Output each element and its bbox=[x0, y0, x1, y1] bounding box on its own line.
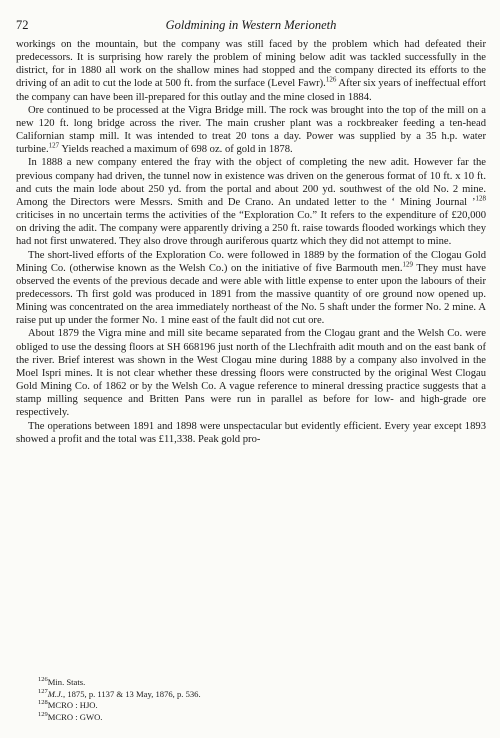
footnote-text-rest: , 1875, p. 1137 & 13 May, 1876, p. 536. bbox=[63, 688, 201, 699]
body-text bbox=[16, 38, 486, 446]
footnote bbox=[38, 677, 201, 689]
paragraph bbox=[16, 38, 486, 104]
page-number: 72 bbox=[16, 18, 29, 32]
paragraph-text: They must have observed the events of the previous decade and were able with little expense to enter upon the labours of their predecessors. Th first gold was produced in 1891 from the massive quantity of ore ground now opened up. Mining was concentrated on the area immediately northeast of the No. 5 shaft under the former No. 2 mine. A raise put up under the former No. 1 mine east of the fault did not cut ore. bbox=[16, 262, 486, 327]
paragraph-text: criticises in no uncertain terms the activities of the “Exploration Co.” It refers to the expenditure of £20,000 on driving the adit. The company were apparently driving a 250 ft. raise towards flooded workings which they had not first unwatered. They also drove through auriferous quartz which they did not attempt to mine. bbox=[16, 210, 486, 248]
footnote-ref: 127 bbox=[48, 141, 60, 150]
footnote-number: 129 bbox=[38, 710, 48, 718]
footnote-number: 127 bbox=[38, 687, 48, 695]
paragraph bbox=[16, 327, 486, 419]
paragraph-text: Yields reached a maximum of 698 oz. of gold in 1878. bbox=[59, 144, 293, 156]
paragraph-text: After six years of ineffectual effort the company can have been ill-prepared for this outlay and the mine closed in 1884. bbox=[16, 78, 486, 103]
paragraph bbox=[16, 104, 486, 157]
footnote-text: MCRO : HJO. bbox=[47, 700, 98, 711]
paragraph bbox=[16, 156, 486, 248]
footnote-text: MCRO : GWO. bbox=[47, 711, 103, 722]
footnote bbox=[38, 700, 201, 712]
paragraph-text: The operations between 1891 and 1898 were unspectacular but evidently efficient. Every year except 1893 showed a profit and the total was £11,338. Peak gold pro- bbox=[16, 420, 486, 445]
footnote bbox=[38, 689, 201, 701]
footnote-ref: 129 bbox=[402, 260, 413, 269]
paragraph bbox=[16, 420, 486, 446]
paragraph-text: The short-lived efforts of the Exploration Co. were followed in 1889 by the formation of the Clogau Gold Mining Co. (otherwise known as the Welsh Co.) on the initiative of five Barmouth men. bbox=[16, 249, 486, 274]
footnote-ref: 126 bbox=[325, 75, 337, 84]
footnote bbox=[38, 712, 201, 724]
footnotes bbox=[38, 677, 201, 723]
paragraph-text: workings on the mountain, but the company was still faced by the problem which had defeated their predecessors. It is surprising how rarely the problem of mining below adit was tackled successfully in the district, for in 1880 all work on the shallow mines had stopped and the company directed its efforts to the driving of an adit to cut the lode at 500 ft. from the surface (Level Fawr). bbox=[16, 39, 486, 90]
footnote-text: M.J. bbox=[47, 688, 64, 699]
paragraph-text: Ore continued to be processed at the Vigra Bridge mill. The rock was brought into the top of the mill on a new 120 ft. long bridge across the river. The main crusher plant was a rockbreaker feeding a ten-head Californian stamp mill. It was intended to treat 20 tons a day. Power was supplied by a 35 h.p. water turbine. bbox=[16, 104, 486, 156]
footnote-text: Min. Stats. bbox=[47, 677, 86, 687]
paragraph-text: In 1888 a new company entered the fray with the object of completing the new adit. However far the previous company had driven, the tunnel now in existence was driven on the generous format of 10 ft. x 10 ft. and cuts the main lode about 250 yd. from the portal and about 200 yd. southwest of the old No. 2 mine. Among the Directors were Messrs. Smith and De Crano. An undated letter to the ‘ Mining Journal ’ bbox=[16, 157, 486, 208]
paragraph-text: About 1879 the Vigra mine and mill site became separated from the Clogau grant and the Welsh Co. were obliged to use the dessing floors at SH 668196 just north of the Llechfraith adit mouth and on the east bank of the river. Brief interest was shown in the West Clogau mine during 1888 by a company also involved in the Moel Ispri mines. It is not clear whether these dressing floors were constructed by the original West Clogau Gold Mining Co. of 1862 or by the Welsh Co. A vague reference to mineral dressing practice suggests that a stamp milling sequence and Britten Pans were run in parallel as before for low- and high-grade ore respectively. bbox=[16, 328, 486, 419]
footnote-number: 128 bbox=[38, 699, 48, 707]
page-header bbox=[16, 14, 486, 34]
paragraph bbox=[16, 249, 486, 328]
footnote-number: 126 bbox=[38, 676, 48, 684]
running-head: Goldmining in Western Merioneth bbox=[165, 18, 337, 32]
footnote-ref: 128 bbox=[475, 194, 486, 203]
